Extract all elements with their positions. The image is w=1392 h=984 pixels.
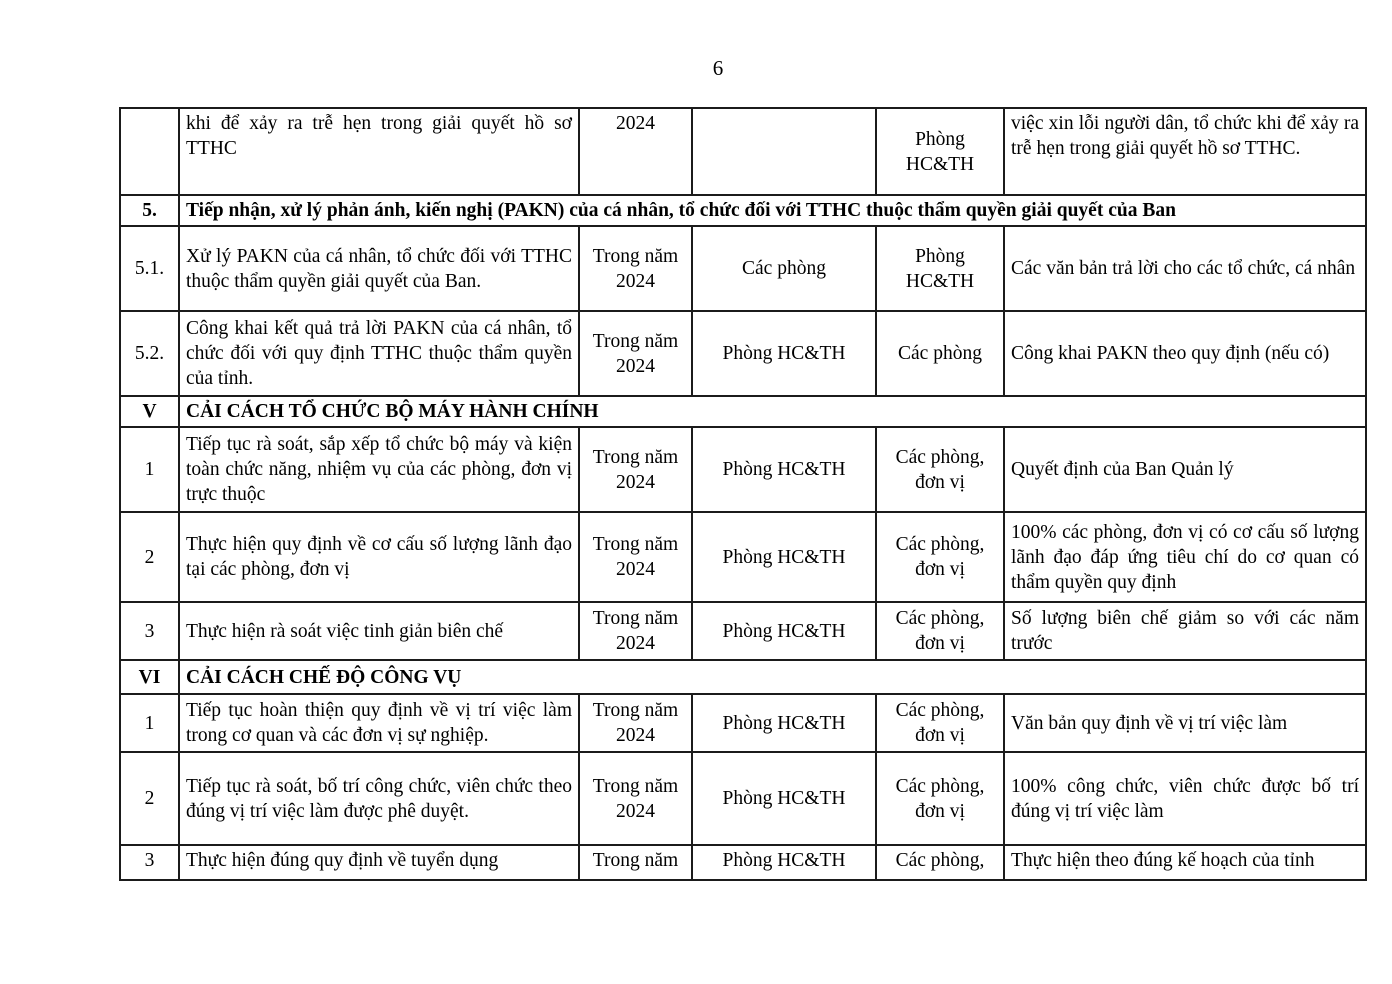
cell-time: Trong năm 2024 — [579, 427, 692, 512]
table-row-VI-1 — [120, 694, 1366, 752]
cell-coordinating-agency: Các phòng, đơn vị — [876, 427, 1004, 512]
cell-lead-agency: Phòng HC&TH — [692, 845, 876, 881]
cell-stt: 1 — [120, 694, 179, 752]
cell-stt: 3 — [120, 602, 179, 660]
table-row-5-1 — [120, 226, 1366, 311]
cell-section-number: V — [120, 396, 179, 427]
cell-time: Trong năm — [579, 845, 692, 881]
cell-lead-agency — [692, 108, 876, 195]
cell-coordinating-agency: Các phòng, đơn vị — [876, 752, 1004, 845]
cell-coordinating-agency: Các phòng, — [876, 845, 1004, 881]
cell-lead-agency: Phòng HC&TH — [692, 512, 876, 602]
table-row-VI-3 — [120, 845, 1366, 881]
cell-coordinating-agency: Các phòng, đơn vị — [876, 602, 1004, 660]
table-row-continued — [120, 108, 1366, 195]
table-row-V-1 — [120, 427, 1366, 512]
cell-task: Tiếp tục hoàn thiện quy định về vị trí việc làm trong cơ quan và các đơn vị sự nghiệp. — [179, 694, 579, 752]
cell-result: Các văn bản trả lời cho các tổ chức, cá nhân — [1004, 226, 1366, 311]
cell-stt: 5.2. — [120, 311, 179, 396]
cell-stt: 2 — [120, 752, 179, 845]
cell-result: Văn bản quy định về vị trí việc làm — [1004, 694, 1366, 752]
cell-lead-agency: Phòng HC&TH — [692, 752, 876, 845]
cell-time: Trong năm 2024 — [579, 752, 692, 845]
cell-task: Tiếp tục rà soát, sắp xếp tổ chức bộ máy và kiện toàn chức năng, nhiệm vụ của các phòng, đơn vị trực thuộc — [179, 427, 579, 512]
section-title: Tiếp nhận, xử lý phản ánh, kiến nghị (PAKN) của cá nhân, tổ chức đối với TTHC thuộc thẩm quyền giải quyết của Ban — [179, 195, 1366, 226]
cell-stt: 1 — [120, 427, 179, 512]
cell-time: Trong năm 2024 — [579, 694, 692, 752]
section-row-VI — [120, 660, 1366, 694]
cell-task: Thực hiện rà soát việc tinh giản biên chế — [179, 602, 579, 660]
table-row-V-2 — [120, 512, 1366, 602]
cell-lead-agency: Phòng HC&TH — [692, 602, 876, 660]
table-clip-region — [119, 107, 1367, 881]
cell-stt: 2 — [120, 512, 179, 602]
section-row-V — [120, 396, 1366, 427]
section-row-5 — [120, 195, 1366, 226]
section-title: CẢI CÁCH CHẾ ĐỘ CÔNG VỤ — [179, 660, 1366, 694]
cell-result: Số lượng biên chế giảm so với các năm trước — [1004, 602, 1366, 660]
cell-task: Tiếp tục rà soát, bố trí công chức, viên chức theo đúng vị trí việc làm được phê duyệt. — [179, 752, 579, 845]
page-number: 6 — [712, 56, 724, 80]
cell-lead-agency: Phòng HC&TH — [692, 694, 876, 752]
cell-time: Trong năm 2024 — [579, 512, 692, 602]
cell-task: khi để xảy ra trễ hẹn trong giải quyết hồ sơ TTHC — [179, 108, 579, 195]
cell-coordinating-agency: Các phòng — [876, 311, 1004, 396]
cell-stt: 3 — [120, 845, 179, 881]
cell-task: Thực hiện quy định về cơ cấu số lượng lãnh đạo tại các phòng, đơn vị — [179, 512, 579, 602]
cell-stt — [120, 108, 179, 195]
cell-task: Thực hiện đúng quy định về tuyển dụng — [179, 845, 579, 881]
cell-result: 100% các phòng, đơn vị có cơ cấu số lượng lãnh đạo đáp ứng tiêu chí do cơ quan có thẩm quyền quy định — [1004, 512, 1366, 602]
table-row-V-3 — [120, 602, 1366, 660]
cell-result: 100% công chức, viên chức được bố trí đúng vị trí việc làm — [1004, 752, 1366, 845]
table-row-5-2 — [120, 311, 1366, 396]
cell-section-number: VI — [120, 660, 179, 694]
cell-coordinating-agency: Phòng HC&TH — [876, 226, 1004, 311]
cell-time: Trong năm 2024 — [579, 226, 692, 311]
cell-stt: 5.1. — [120, 226, 179, 311]
cell-result: Công khai PAKN theo quy định (nếu có) — [1004, 311, 1366, 396]
cell-result: Thực hiện theo đúng kế hoạch của tỉnh — [1004, 845, 1366, 881]
cell-lead-agency: Các phòng — [692, 226, 876, 311]
table-row-VI-2 — [120, 752, 1366, 845]
cell-time: Trong năm 2024 — [579, 602, 692, 660]
cell-coordinating-agency: Các phòng, đơn vị — [876, 512, 1004, 602]
cell-coordinating-agency: Phòng HC&TH — [876, 108, 1004, 195]
cell-result: việc xin lỗi người dân, tổ chức khi để xảy ra trễ hẹn trong giải quyết hồ sơ TTHC. — [1004, 108, 1366, 195]
cell-time: Trong năm 2024 — [579, 311, 692, 396]
cell-coordinating-agency: Các phòng, đơn vị — [876, 694, 1004, 752]
cell-time: 2024 — [579, 108, 692, 195]
cell-result: Quyết định của Ban Quản lý — [1004, 427, 1366, 512]
cell-section-number: 5. — [120, 195, 179, 226]
section-title: CẢI CÁCH TỔ CHỨC BỘ MÁY HÀNH CHÍNH — [179, 396, 1366, 427]
cell-lead-agency: Phòng HC&TH — [692, 427, 876, 512]
cell-task: Công khai kết quả trả lời PAKN của cá nhân, tổ chức đối với quy định TTHC thuộc thẩm quyền của tỉnh. — [179, 311, 579, 396]
cell-task: Xử lý PAKN của cá nhân, tổ chức đối với TTHC thuộc thẩm quyền giải quyết của Ban. — [179, 226, 579, 311]
reform-plan-table — [119, 107, 1367, 881]
cell-lead-agency: Phòng HC&TH — [692, 311, 876, 396]
